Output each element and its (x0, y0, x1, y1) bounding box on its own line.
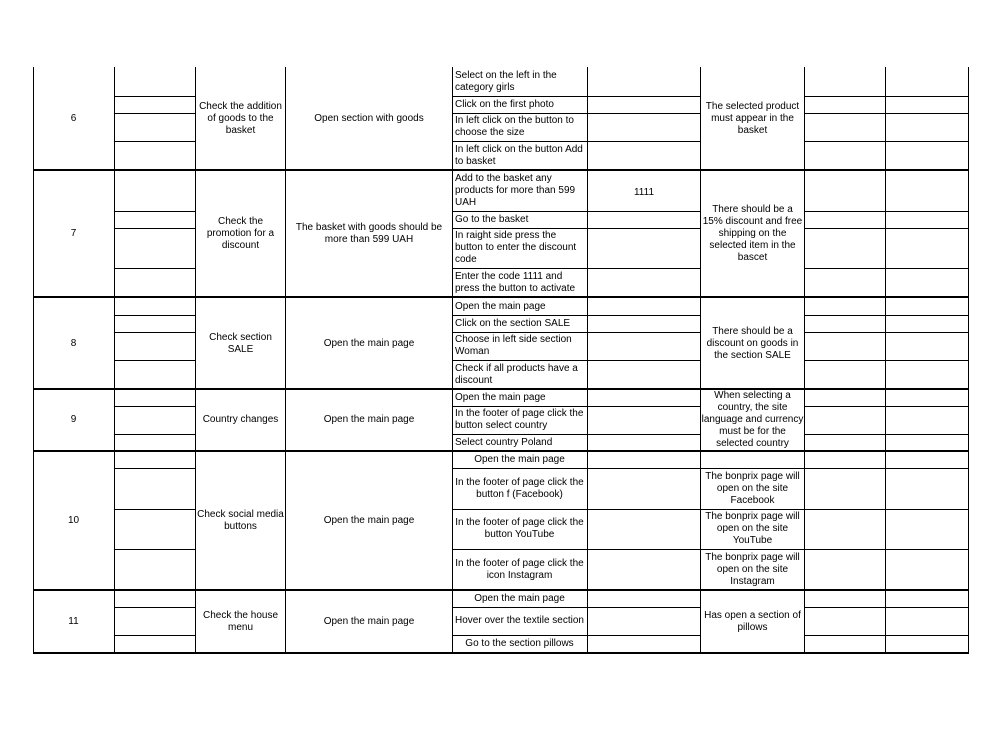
grid-line (452, 468, 969, 469)
step: Hover over the textile section (455, 615, 584, 626)
grid-line (804, 96, 969, 97)
expected-result: Has open a section of pillows (704, 609, 801, 633)
step: Go to the section pillows (465, 638, 574, 649)
check-title: Country changes (202, 414, 279, 425)
precondition: Open the main page (323, 337, 415, 349)
grid-line (33, 296, 969, 298)
grid-line (114, 635, 196, 636)
test-data: 1111 (633, 187, 655, 198)
check-title: Check the addition of goods to the basket (199, 101, 282, 136)
grid-line (804, 141, 969, 142)
grid-line (33, 67, 34, 654)
grid-line (114, 228, 196, 229)
grid-line (804, 434, 969, 435)
grid-line (452, 332, 701, 333)
grid-line (114, 315, 196, 316)
grid-line (114, 509, 196, 510)
check-title: Check the promotion for a discount (206, 216, 275, 251)
step: Enter the code 1111 and press the button to activate (455, 270, 576, 294)
step: Click on the section SALE (455, 317, 571, 329)
step: Check if all products have a discount (455, 362, 578, 386)
grid-line (114, 211, 196, 212)
grid-line (804, 360, 969, 361)
grid-line (804, 406, 969, 407)
grid-line (452, 96, 701, 97)
grid-line (452, 228, 701, 229)
grid-line (114, 141, 196, 142)
step: Select country Poland (455, 436, 553, 448)
expected-result: There should be a 15% discount and free shipping on the selected item in the bascet (702, 204, 803, 263)
grid-line (804, 607, 969, 608)
step: In the footer of page click the button YouTube (455, 517, 584, 540)
grid-line (452, 434, 701, 435)
grid-line (114, 406, 196, 407)
grid-line (804, 228, 969, 229)
step: In left click on the button to choose the size (455, 115, 574, 138)
grid-line (33, 388, 969, 390)
precondition: Open the main page (323, 414, 415, 425)
step: In the footer of page click the icon Instagram (455, 557, 584, 581)
check-title: Check the house menu (202, 609, 279, 633)
grid-line (285, 67, 286, 654)
grid-line (114, 268, 196, 269)
step: Open the main page (455, 300, 546, 312)
grid-line (114, 468, 196, 469)
grid-line (804, 113, 969, 114)
step: Open the main page (455, 391, 546, 403)
case-number: 9 (70, 414, 77, 425)
case-number: 8 (70, 337, 77, 349)
grid-line (33, 652, 969, 654)
grid-line (452, 113, 701, 114)
grid-line (452, 509, 969, 510)
grid-line (804, 332, 969, 333)
precondition: Open section with goods (314, 113, 424, 124)
grid-line (452, 635, 701, 636)
grid-line (452, 607, 701, 608)
step: Open the main page (474, 453, 565, 465)
grid-line (452, 315, 701, 316)
step: Select on the left in the category girls (455, 70, 557, 93)
grid-line (114, 332, 196, 333)
step: Choose in left side section Woman (455, 334, 572, 357)
grid-line (452, 211, 701, 212)
step: In the footer of page click the button f (Facebook) (455, 476, 584, 500)
grid-line (114, 360, 196, 361)
grid-line (33, 169, 969, 171)
grid-line (452, 406, 701, 407)
expected-result: The bonprix page will open on the site YouTube (705, 511, 800, 546)
grid-line (804, 211, 969, 212)
step: Add to the basket any products for more than 599 UAH (455, 173, 576, 208)
case-number: 11 (68, 615, 79, 627)
step: Open the main page (474, 592, 565, 604)
grid-line (452, 360, 701, 361)
grid-line (114, 113, 196, 114)
case-number: 10 (67, 514, 80, 526)
precondition: Open the main page (323, 615, 415, 627)
grid-line (452, 268, 701, 269)
grid-line (33, 450, 969, 452)
case-number: 6 (70, 113, 77, 124)
grid-line (33, 589, 969, 591)
expected-result: The bonprix page will open on the site Instagram (705, 551, 800, 587)
grid-line (804, 315, 969, 316)
step: In the footer of page click the button select country (455, 408, 584, 431)
precondition: The basket with goods should be more than 599 UAH (295, 222, 443, 245)
grid-line (804, 635, 969, 636)
expected-result: When selecting a country, the site language and currency must be for the selected country (701, 390, 804, 449)
expected-result: The bonprix page will open on the site Facebook (705, 470, 800, 506)
grid-line (452, 141, 701, 142)
precondition: Open the main page (323, 514, 415, 526)
step: Go to the basket (455, 213, 529, 225)
step: Click on the first photo (455, 98, 554, 110)
step: In left click on the button Add to basket (455, 143, 583, 167)
step: In raight side press the button to enter the discount code (455, 230, 577, 265)
expected-result: There should be a discount on goods in the section SALE (706, 325, 799, 361)
check-title: Check section SALE (209, 331, 272, 355)
grid-line (114, 549, 196, 550)
grid-line (114, 607, 196, 608)
grid-line (114, 434, 196, 435)
grid-line (804, 268, 969, 269)
check-title: Check social media buttons (197, 508, 284, 532)
case-number: 7 (70, 228, 77, 239)
grid-line (114, 96, 196, 97)
expected-result: The selected product must appear in the basket (705, 101, 800, 136)
grid-line (452, 549, 969, 550)
